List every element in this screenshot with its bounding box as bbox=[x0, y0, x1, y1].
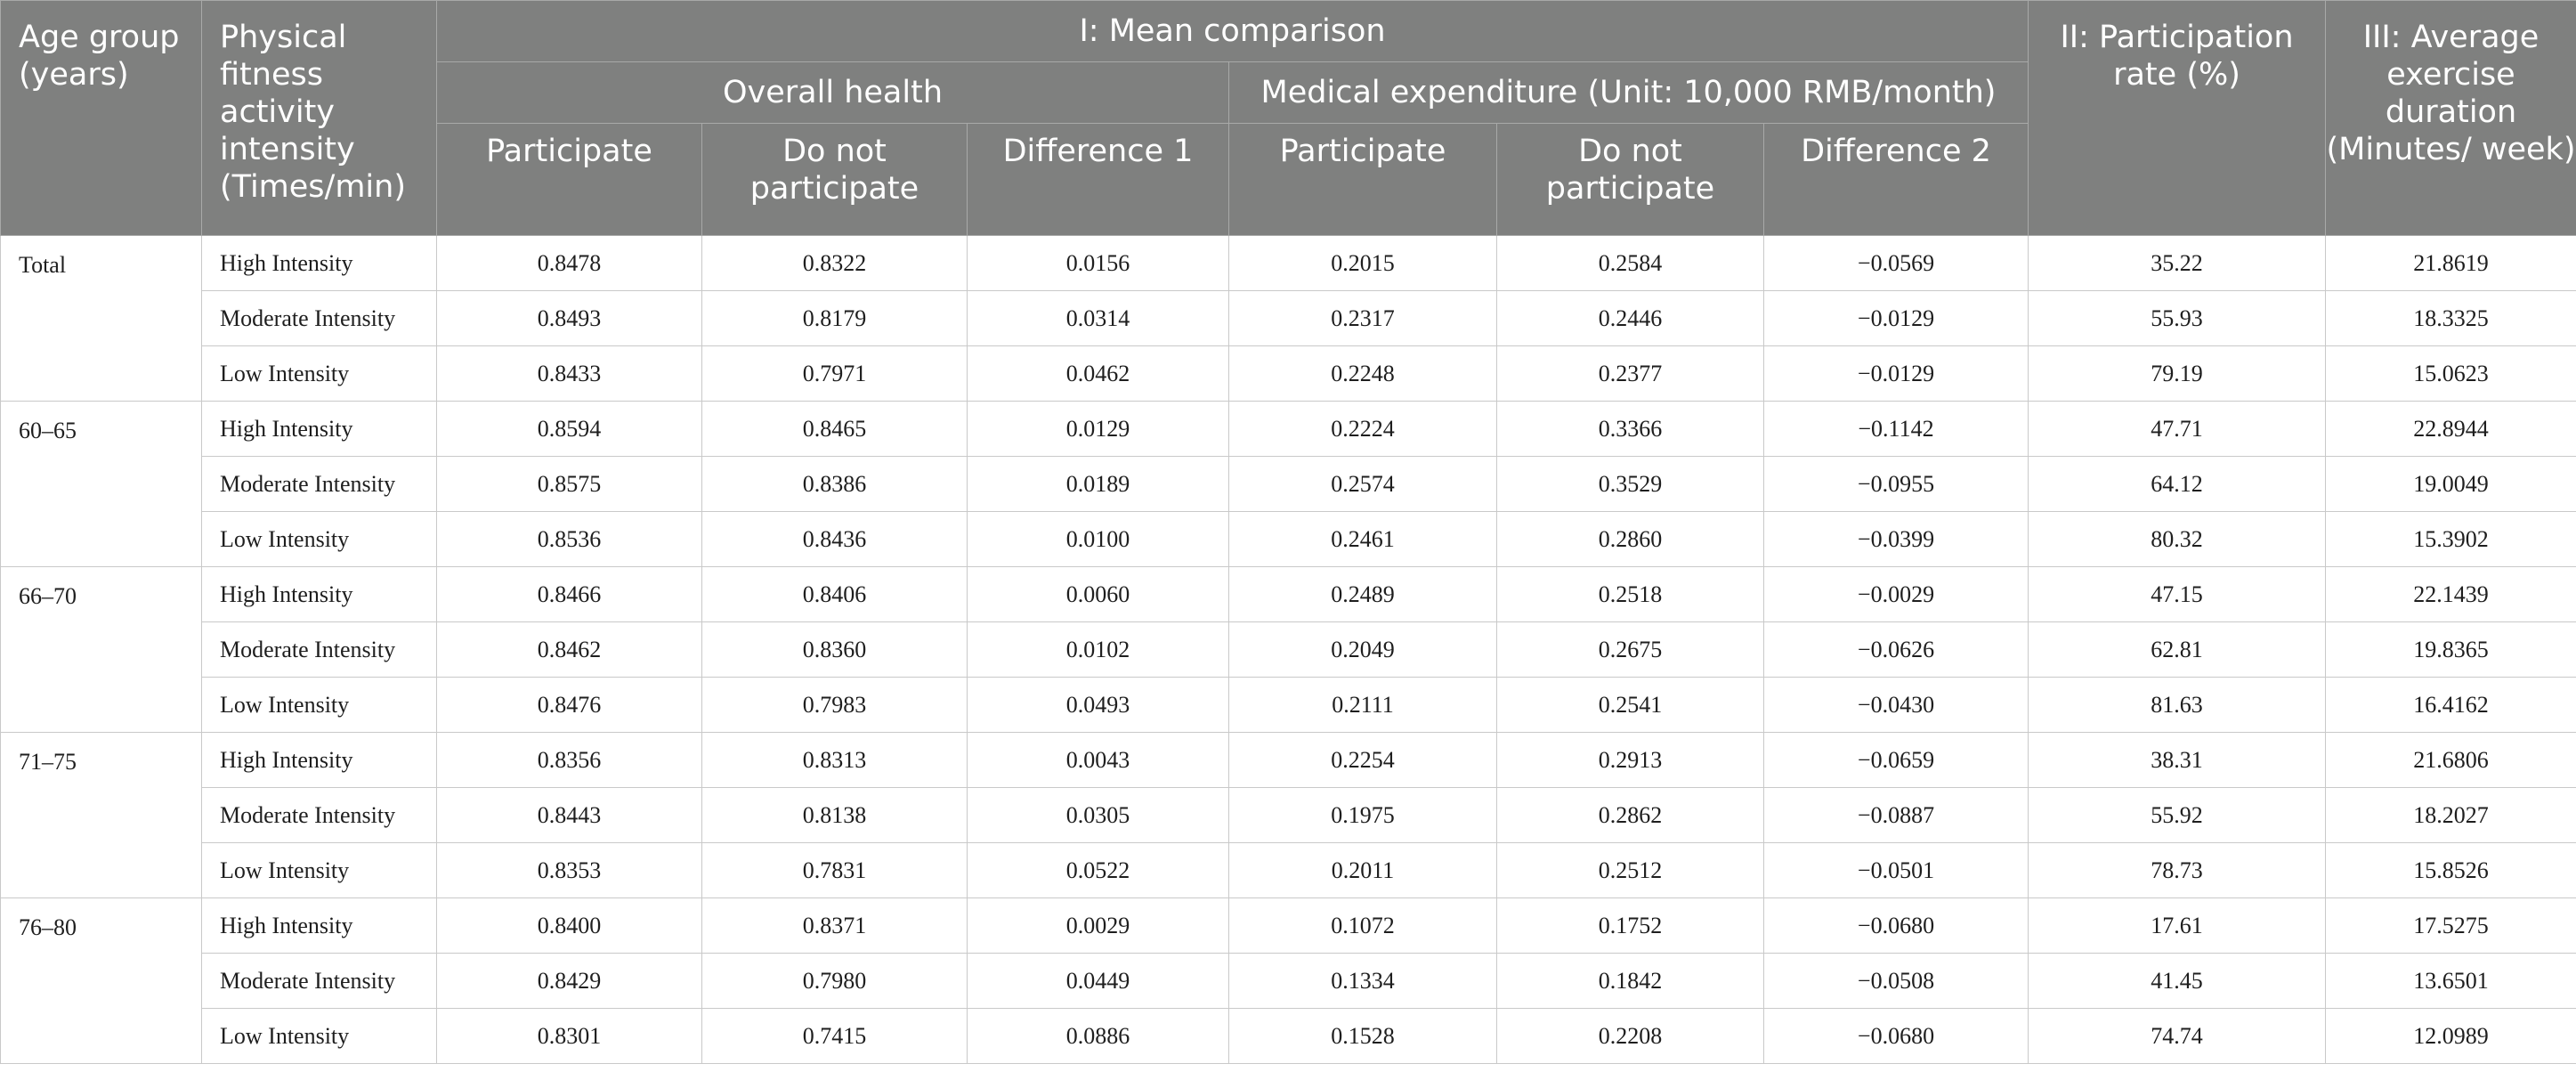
overall-health-participate-cell: 0.8478 bbox=[437, 236, 702, 291]
overall-health-participate-cell: 0.8575 bbox=[437, 457, 702, 512]
difference-2-cell: −0.0129 bbox=[1764, 346, 2029, 402]
header-mean-comparison: I: Mean comparison bbox=[437, 1, 2029, 62]
exercise-duration-cell: 15.8526 bbox=[2326, 843, 2576, 898]
participation-rate-cell: 80.32 bbox=[2029, 512, 2326, 567]
difference-2-cell: −0.0508 bbox=[1764, 954, 2029, 1009]
medical-expenditure-do-not-participate-cell: 0.1842 bbox=[1497, 954, 1764, 1009]
exercise-duration-cell: 19.0049 bbox=[2326, 457, 2576, 512]
table-row bbox=[1, 457, 2576, 512]
overall-health-do-not-participate-cell: 0.8322 bbox=[702, 236, 968, 291]
table-row bbox=[1, 843, 2576, 898]
difference-2-cell: −0.0129 bbox=[1764, 291, 2029, 346]
table-row bbox=[1, 512, 2576, 567]
intensity-cell: High Intensity bbox=[202, 236, 437, 291]
participation-rate-cell: 62.81 bbox=[2029, 622, 2326, 678]
overall-health-participate-cell: 0.8462 bbox=[437, 622, 702, 678]
header-oh-do-not-participate: Do not participate bbox=[702, 124, 968, 236]
medical-expenditure-participate-cell: 0.2489 bbox=[1229, 567, 1497, 622]
medical-expenditure-do-not-participate-cell: 0.3529 bbox=[1497, 457, 1764, 512]
difference-2-cell: −0.0029 bbox=[1764, 567, 2029, 622]
overall-health-do-not-participate-cell: 0.7415 bbox=[702, 1009, 968, 1064]
medical-expenditure-do-not-participate-cell: 0.2208 bbox=[1497, 1009, 1764, 1064]
difference-2-cell: −0.0680 bbox=[1764, 898, 2029, 954]
table-row bbox=[1, 622, 2576, 678]
difference-1-cell: 0.0102 bbox=[968, 622, 1229, 678]
medical-expenditure-participate-cell: 0.2254 bbox=[1229, 733, 1497, 788]
overall-health-participate-cell: 0.8400 bbox=[437, 898, 702, 954]
age-group-cell: 71–75 bbox=[1, 733, 202, 898]
difference-1-cell: 0.0886 bbox=[968, 1009, 1229, 1064]
difference-1-cell: 0.0043 bbox=[968, 733, 1229, 788]
medical-expenditure-participate-cell: 0.2574 bbox=[1229, 457, 1497, 512]
intensity-cell: High Intensity bbox=[202, 402, 437, 457]
participation-rate-cell: 41.45 bbox=[2029, 954, 2326, 1009]
difference-1-cell: 0.0060 bbox=[968, 567, 1229, 622]
medical-expenditure-do-not-participate-cell: 0.2518 bbox=[1497, 567, 1764, 622]
overall-health-participate-cell: 0.8443 bbox=[437, 788, 702, 843]
overall-health-participate-cell: 0.8594 bbox=[437, 402, 702, 457]
medical-expenditure-do-not-participate-cell: 0.3366 bbox=[1497, 402, 1764, 457]
overall-health-participate-cell: 0.8433 bbox=[437, 346, 702, 402]
intensity-cell: Moderate Intensity bbox=[202, 622, 437, 678]
intensity-cell: High Intensity bbox=[202, 567, 437, 622]
exercise-duration-cell: 13.6501 bbox=[2326, 954, 2576, 1009]
table-row bbox=[1, 236, 2576, 291]
difference-2-cell: −0.0887 bbox=[1764, 788, 2029, 843]
participation-rate-cell: 79.19 bbox=[2029, 346, 2326, 402]
participation-rate-cell: 35.22 bbox=[2029, 236, 2326, 291]
overall-health-participate-cell: 0.8301 bbox=[437, 1009, 702, 1064]
difference-1-cell: 0.0305 bbox=[968, 788, 1229, 843]
overall-health-do-not-participate-cell: 0.8313 bbox=[702, 733, 968, 788]
medical-expenditure-participate-cell: 0.2461 bbox=[1229, 512, 1497, 567]
difference-1-cell: 0.0156 bbox=[968, 236, 1229, 291]
overall-health-do-not-participate-cell: 0.8436 bbox=[702, 512, 968, 567]
intensity-cell: High Intensity bbox=[202, 898, 437, 954]
header-participation-rate: II: Participation rate (%) bbox=[2029, 1, 2326, 236]
medical-expenditure-participate-cell: 0.2015 bbox=[1229, 236, 1497, 291]
exercise-duration-cell: 18.3325 bbox=[2326, 291, 2576, 346]
header-difference-2: Difference 2 bbox=[1764, 124, 2029, 236]
overall-health-participate-cell: 0.8466 bbox=[437, 567, 702, 622]
medical-expenditure-do-not-participate-cell: 0.2541 bbox=[1497, 678, 1764, 733]
difference-2-cell: −0.0955 bbox=[1764, 457, 2029, 512]
participation-rate-cell: 55.93 bbox=[2029, 291, 2326, 346]
overall-health-participate-cell: 0.8536 bbox=[437, 512, 702, 567]
table-row bbox=[1, 1009, 2576, 1064]
intensity-cell: Low Intensity bbox=[202, 512, 437, 567]
age-group-cell: 66–70 bbox=[1, 567, 202, 733]
medical-expenditure-do-not-participate-cell: 0.1752 bbox=[1497, 898, 1764, 954]
intensity-cell: Low Intensity bbox=[202, 678, 437, 733]
difference-1-cell: 0.0462 bbox=[968, 346, 1229, 402]
overall-health-do-not-participate-cell: 0.8465 bbox=[702, 402, 968, 457]
table-row bbox=[1, 954, 2576, 1009]
participation-rate-cell: 81.63 bbox=[2029, 678, 2326, 733]
header-overall-health: Overall health bbox=[437, 62, 1229, 124]
difference-2-cell: −0.0680 bbox=[1764, 1009, 2029, 1064]
medical-expenditure-participate-cell: 0.2248 bbox=[1229, 346, 1497, 402]
header-oh-participate: Participate bbox=[437, 124, 702, 236]
participation-rate-cell: 74.74 bbox=[2029, 1009, 2326, 1064]
table-body bbox=[1, 236, 2576, 1064]
intensity-cell: Low Intensity bbox=[202, 843, 437, 898]
medical-expenditure-do-not-participate-cell: 0.2860 bbox=[1497, 512, 1764, 567]
medical-expenditure-do-not-participate-cell: 0.2913 bbox=[1497, 733, 1764, 788]
age-group-cell: Total bbox=[1, 236, 202, 402]
intensity-cell: Low Intensity bbox=[202, 346, 437, 402]
participation-rate-cell: 55.92 bbox=[2029, 788, 2326, 843]
participation-rate-cell: 64.12 bbox=[2029, 457, 2326, 512]
difference-2-cell: −0.0430 bbox=[1764, 678, 2029, 733]
difference-1-cell: 0.0314 bbox=[968, 291, 1229, 346]
difference-1-cell: 0.0522 bbox=[968, 843, 1229, 898]
overall-health-participate-cell: 0.8353 bbox=[437, 843, 702, 898]
participation-rate-cell: 47.15 bbox=[2029, 567, 2326, 622]
overall-health-do-not-participate-cell: 0.8406 bbox=[702, 567, 968, 622]
exercise-duration-cell: 22.1439 bbox=[2326, 567, 2576, 622]
difference-1-cell: 0.0493 bbox=[968, 678, 1229, 733]
overall-health-do-not-participate-cell: 0.8386 bbox=[702, 457, 968, 512]
difference-2-cell: −0.1142 bbox=[1764, 402, 2029, 457]
participation-rate-cell: 78.73 bbox=[2029, 843, 2326, 898]
overall-health-do-not-participate-cell: 0.8179 bbox=[702, 291, 968, 346]
exercise-duration-cell: 18.2027 bbox=[2326, 788, 2576, 843]
table-row bbox=[1, 567, 2576, 622]
difference-1-cell: 0.0100 bbox=[968, 512, 1229, 567]
medical-expenditure-do-not-participate-cell: 0.2512 bbox=[1497, 843, 1764, 898]
overall-health-do-not-participate-cell: 0.8360 bbox=[702, 622, 968, 678]
medical-expenditure-participate-cell: 0.2049 bbox=[1229, 622, 1497, 678]
overall-health-do-not-participate-cell: 0.7831 bbox=[702, 843, 968, 898]
difference-1-cell: 0.0129 bbox=[968, 402, 1229, 457]
medical-expenditure-participate-cell: 0.1334 bbox=[1229, 954, 1497, 1009]
header-difference-1: Difference 1 bbox=[968, 124, 1229, 236]
exercise-duration-cell: 19.8365 bbox=[2326, 622, 2576, 678]
header-exercise-duration: III: Average exercise duration (Minutes/ week) bbox=[2326, 1, 2576, 236]
overall-health-participate-cell: 0.8493 bbox=[437, 291, 702, 346]
exercise-duration-cell: 15.0623 bbox=[2326, 346, 2576, 402]
intensity-cell: Moderate Intensity bbox=[202, 457, 437, 512]
medical-expenditure-participate-cell: 0.1528 bbox=[1229, 1009, 1497, 1064]
medical-expenditure-participate-cell: 0.2224 bbox=[1229, 402, 1497, 457]
overall-health-do-not-participate-cell: 0.8138 bbox=[702, 788, 968, 843]
participation-rate-cell: 38.31 bbox=[2029, 733, 2326, 788]
overall-health-do-not-participate-cell: 0.7971 bbox=[702, 346, 968, 402]
difference-1-cell: 0.0029 bbox=[968, 898, 1229, 954]
table-row bbox=[1, 898, 2576, 954]
overall-health-do-not-participate-cell: 0.8371 bbox=[702, 898, 968, 954]
exercise-duration-cell: 21.6806 bbox=[2326, 733, 2576, 788]
medical-expenditure-participate-cell: 0.2011 bbox=[1229, 843, 1497, 898]
exercise-duration-cell: 15.3902 bbox=[2326, 512, 2576, 567]
medical-expenditure-do-not-participate-cell: 0.2377 bbox=[1497, 346, 1764, 402]
header-medical-expenditure: Medical expenditure (Unit: 10,000 RMB/month) bbox=[1229, 62, 2029, 124]
table-header bbox=[1, 1, 2576, 236]
intensity-cell: Moderate Intensity bbox=[202, 954, 437, 1009]
intensity-cell: High Intensity bbox=[202, 733, 437, 788]
overall-health-participate-cell: 0.8476 bbox=[437, 678, 702, 733]
table-row bbox=[1, 678, 2576, 733]
exercise-duration-cell: 16.4162 bbox=[2326, 678, 2576, 733]
overall-health-participate-cell: 0.8356 bbox=[437, 733, 702, 788]
difference-2-cell: −0.0501 bbox=[1764, 843, 2029, 898]
medical-expenditure-participate-cell: 0.1975 bbox=[1229, 788, 1497, 843]
table-row bbox=[1, 788, 2576, 843]
header-intensity: Physical fitness activity intensity (Times/min) bbox=[202, 1, 437, 236]
intensity-cell: Moderate Intensity bbox=[202, 788, 437, 843]
difference-2-cell: −0.0569 bbox=[1764, 236, 2029, 291]
overall-health-do-not-participate-cell: 0.7983 bbox=[702, 678, 968, 733]
medical-expenditure-participate-cell: 0.2317 bbox=[1229, 291, 1497, 346]
difference-1-cell: 0.0189 bbox=[968, 457, 1229, 512]
medical-expenditure-do-not-participate-cell: 0.2584 bbox=[1497, 236, 1764, 291]
medical-expenditure-participate-cell: 0.1072 bbox=[1229, 898, 1497, 954]
participation-rate-cell: 47.71 bbox=[2029, 402, 2326, 457]
exercise-duration-cell: 12.0989 bbox=[2326, 1009, 2576, 1064]
medical-expenditure-do-not-participate-cell: 0.2675 bbox=[1497, 622, 1764, 678]
table-row bbox=[1, 733, 2576, 788]
difference-2-cell: −0.0659 bbox=[1764, 733, 2029, 788]
age-group-cell: 60–65 bbox=[1, 402, 202, 567]
medical-expenditure-do-not-participate-cell: 0.2862 bbox=[1497, 788, 1764, 843]
intensity-cell: Low Intensity bbox=[202, 1009, 437, 1064]
medical-expenditure-participate-cell: 0.2111 bbox=[1229, 678, 1497, 733]
exercise-duration-cell: 22.8944 bbox=[2326, 402, 2576, 457]
header-age-group: Age group (years) bbox=[1, 1, 202, 236]
overall-health-participate-cell: 0.8429 bbox=[437, 954, 702, 1009]
participation-rate-cell: 17.61 bbox=[2029, 898, 2326, 954]
header-me-do-not-participate: Do not participate bbox=[1497, 124, 1764, 236]
header-me-participate: Participate bbox=[1229, 124, 1497, 236]
difference-2-cell: −0.0626 bbox=[1764, 622, 2029, 678]
medical-expenditure-do-not-participate-cell: 0.2446 bbox=[1497, 291, 1764, 346]
intensity-cell: Moderate Intensity bbox=[202, 291, 437, 346]
difference-1-cell: 0.0449 bbox=[968, 954, 1229, 1009]
overall-health-do-not-participate-cell: 0.7980 bbox=[702, 954, 968, 1009]
table-row bbox=[1, 291, 2576, 346]
difference-2-cell: −0.0399 bbox=[1764, 512, 2029, 567]
table-row bbox=[1, 346, 2576, 402]
table-row bbox=[1, 402, 2576, 457]
exercise-duration-cell: 21.8619 bbox=[2326, 236, 2576, 291]
age-group-cell: 76–80 bbox=[1, 898, 202, 1064]
exercise-duration-cell: 17.5275 bbox=[2326, 898, 2576, 954]
